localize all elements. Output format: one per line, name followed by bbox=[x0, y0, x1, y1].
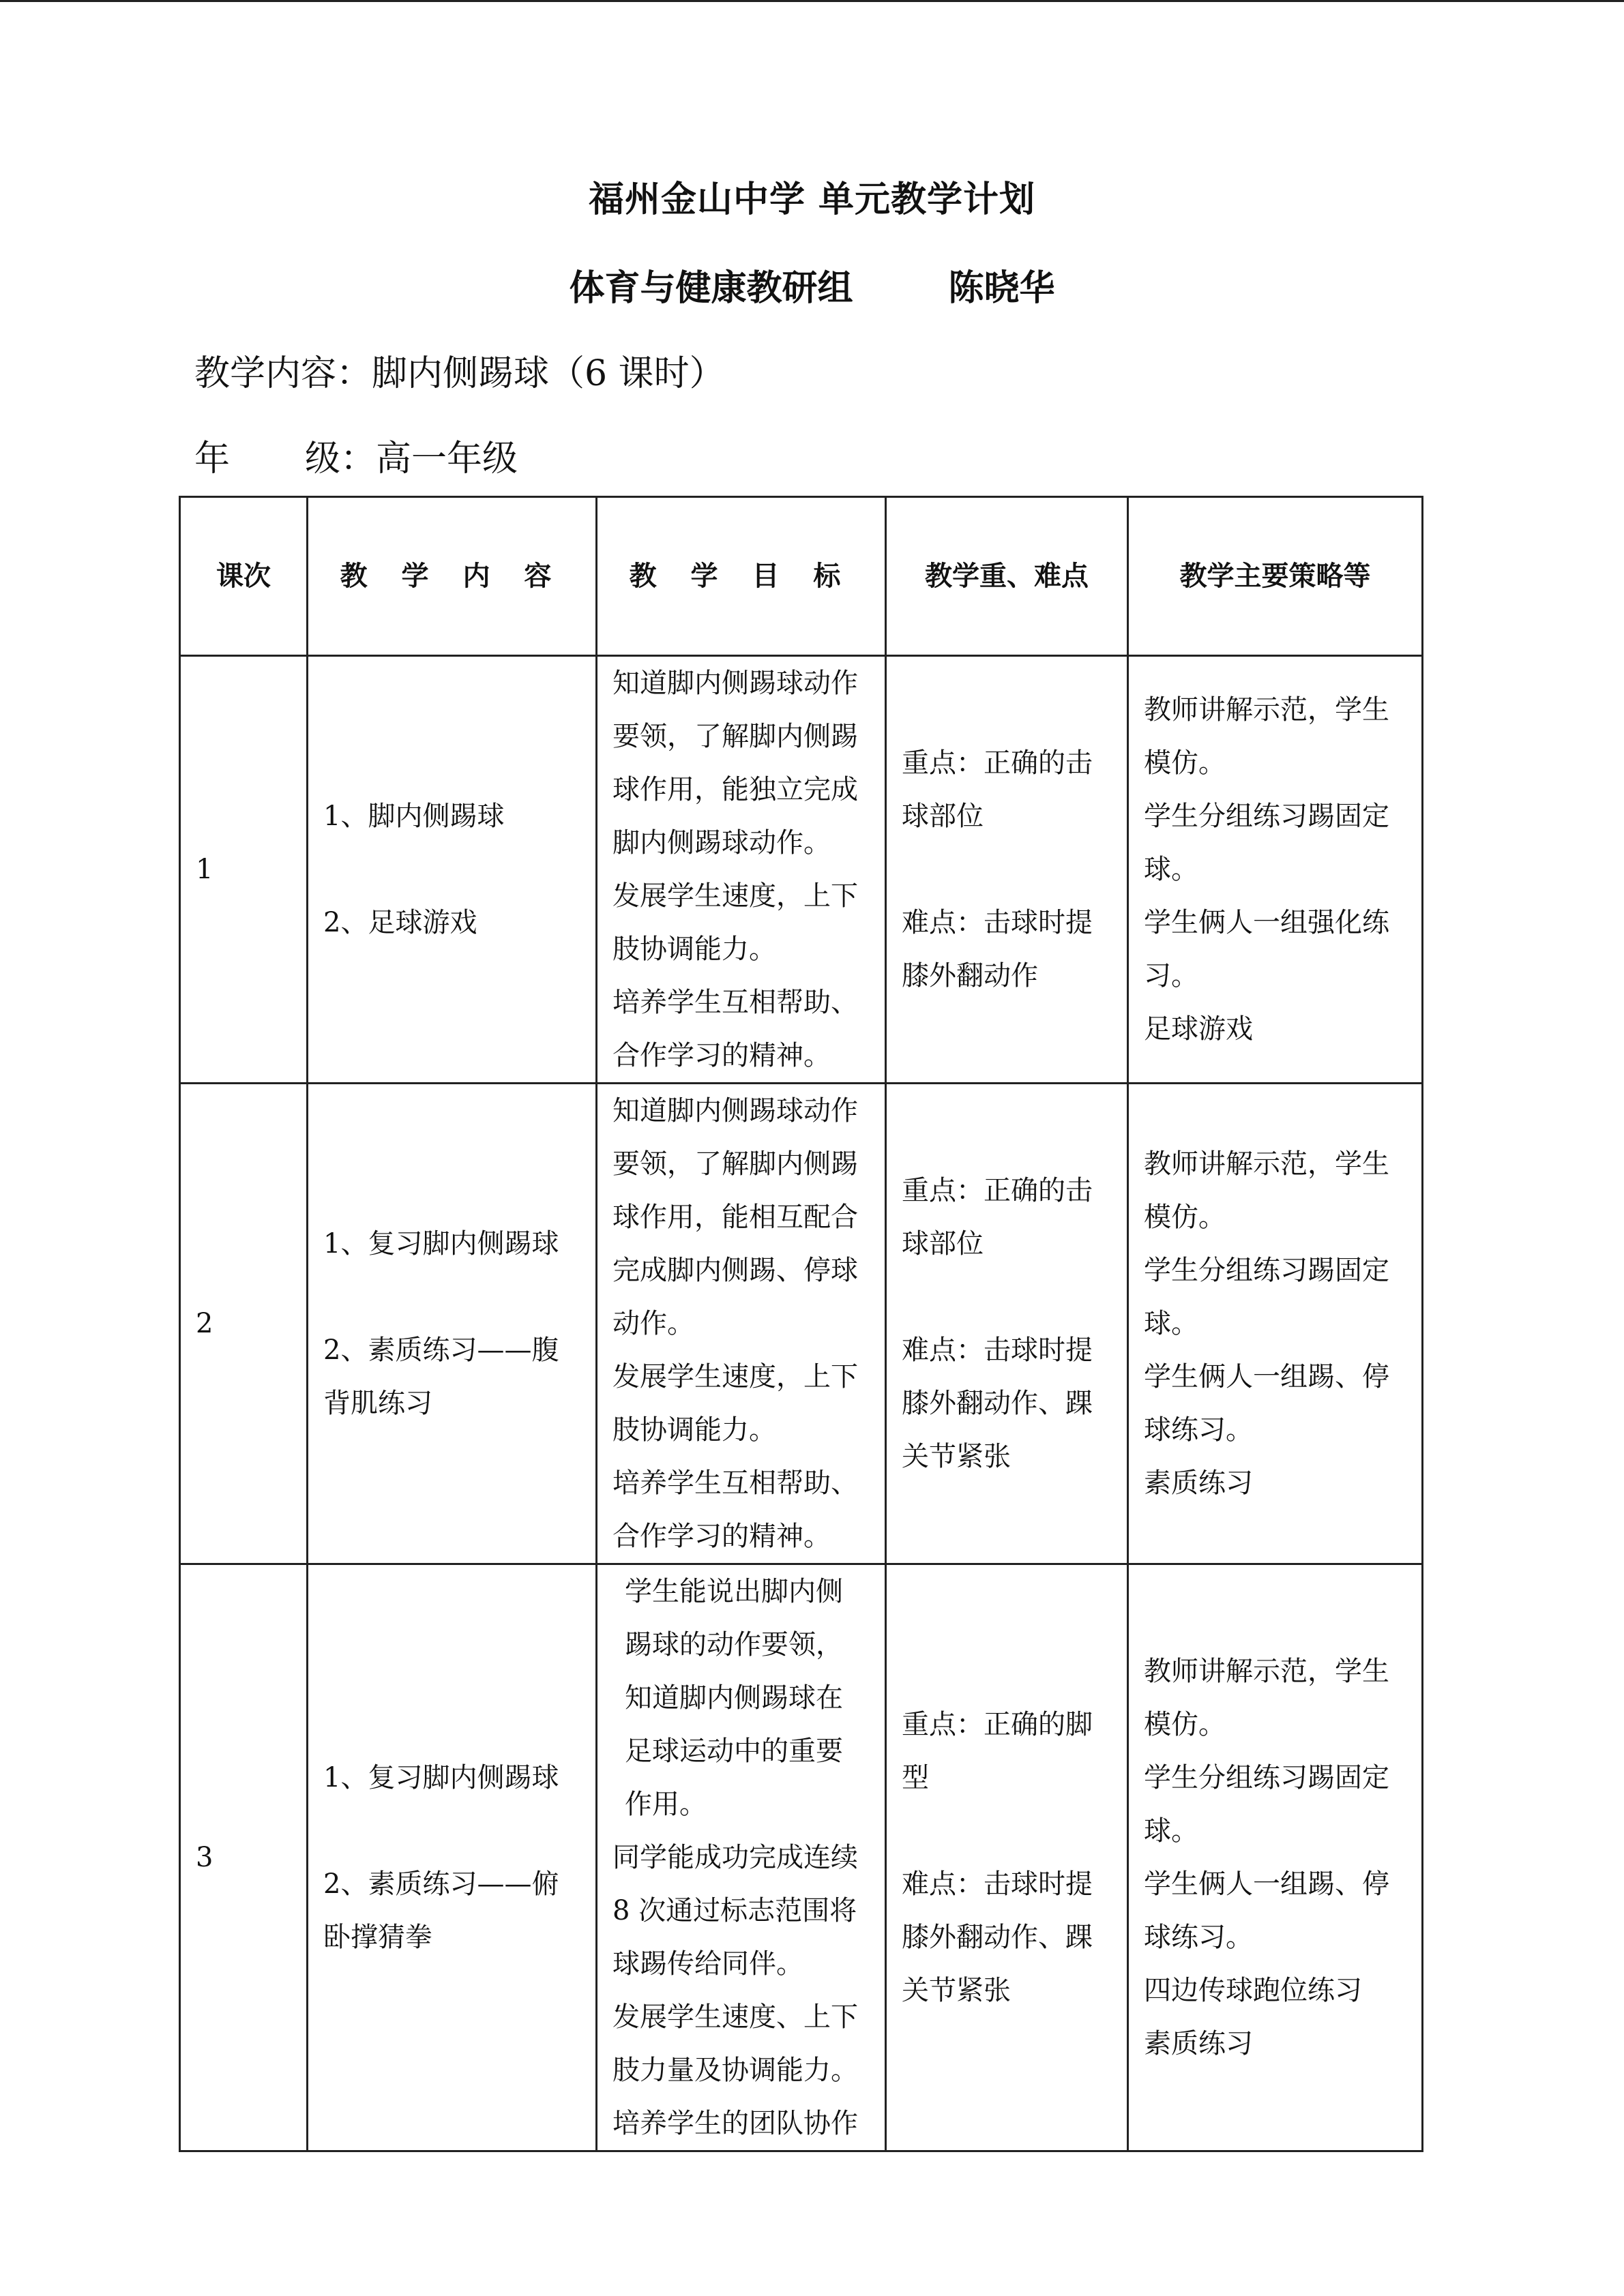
lesson-goals-cell bbox=[597, 1084, 886, 1564]
strategy-item: 学生俩人一组踢、停球练习。 bbox=[1144, 1868, 1389, 1953]
content-item: 2、足球游戏 bbox=[323, 907, 477, 938]
lesson-number: 1 bbox=[180, 656, 308, 1084]
header-key-difficulty: 教学重、难点 bbox=[886, 497, 1128, 656]
strategy-item: 教师讲解示范，学生模仿。 bbox=[1144, 694, 1389, 779]
lesson-content-cell bbox=[308, 1084, 597, 1564]
lesson-goals-cell bbox=[597, 1564, 886, 2151]
content-item: 2、素质练习——腹背肌练习 bbox=[323, 1335, 559, 1419]
grade-value: 高一年级 bbox=[376, 438, 518, 479]
table-row bbox=[180, 1084, 1423, 1564]
goal-item: 知道脚内侧踢球动作要领，了解脚内侧踢球作用，能独立完成脚内侧踢球动作。 bbox=[612, 668, 858, 859]
grade-line bbox=[194, 430, 518, 481]
lesson-goals-cell bbox=[597, 656, 886, 1084]
key-point: 重点：正确的脚型 bbox=[902, 1709, 1093, 1793]
strategy-item: 学生俩人一组强化练习。 bbox=[1144, 907, 1389, 992]
goal-item: 发展学生速度，上下肢协调能力。 bbox=[612, 880, 858, 965]
goal-item: 知道脚内侧踢球动作要领，了解脚内侧踢球作用，能相互配合完成脚内侧踢、停球动作。 bbox=[612, 1095, 858, 1339]
strategy-item: 四边传球跑位练习 bbox=[1144, 1975, 1362, 2006]
strategy-item: 学生分组练习踢固定球。 bbox=[1144, 1762, 1389, 1847]
teaching-content-line bbox=[194, 344, 725, 396]
lesson-key-cell bbox=[886, 1564, 1128, 2151]
lesson-strategy-cell bbox=[1128, 1564, 1423, 2151]
header-strategy: 教学主要策略等 bbox=[1128, 497, 1423, 656]
table-row bbox=[180, 1564, 1423, 2151]
strategy-item: 素质练习 bbox=[1144, 1467, 1253, 1499]
lesson-strategy-cell bbox=[1128, 656, 1423, 1084]
lesson-key-cell bbox=[886, 1084, 1128, 1564]
content-item: 1、复习脚内侧踢球 bbox=[323, 1762, 559, 1793]
content-item: 2、素质练习——俯卧撑猜拳 bbox=[323, 1868, 559, 1953]
goal-item: 学生能说出脚内侧踢球的动作要领，知道脚内侧踢球在足球运动中的重要作用。 bbox=[625, 1576, 843, 1820]
teaching-group: 体育与健康教研组 bbox=[569, 268, 853, 309]
lesson-number: 3 bbox=[180, 1564, 308, 2151]
lesson-number: 2 bbox=[180, 1084, 308, 1564]
table-row bbox=[180, 656, 1423, 1084]
lesson-content-cell bbox=[308, 656, 597, 1084]
document-subtitle bbox=[0, 259, 1624, 310]
goal-item: 同学能成功完成连续8 次通过标志范围将球踢传给同伴。 bbox=[612, 1842, 858, 1980]
difficulty-point: 难点：击球时提膝外翻动作 bbox=[902, 907, 1093, 992]
page-top-border bbox=[0, 0, 1624, 2]
grade-label-a: 年 bbox=[194, 438, 231, 479]
table-header-row bbox=[180, 497, 1423, 656]
lesson-key-cell bbox=[886, 656, 1128, 1084]
strategy-item: 学生分组练习踢固定球。 bbox=[1144, 801, 1389, 885]
lesson-strategy-cell bbox=[1128, 1084, 1423, 1564]
grade-label-b: 级： bbox=[305, 438, 377, 479]
header-lesson: 课次 bbox=[180, 497, 308, 656]
goal-item: 发展学生速度，上下肢协调能力。 bbox=[612, 1361, 858, 1446]
strategy-item: 教师讲解示范，学生模仿。 bbox=[1144, 1148, 1389, 1233]
teacher-name: 陈晓华 bbox=[948, 268, 1055, 309]
content-value: 脚内侧踢球（6 课时） bbox=[372, 353, 725, 394]
header-goals: 教 学 目 标 bbox=[597, 497, 886, 656]
key-point: 重点：正确的击球部位 bbox=[902, 1175, 1093, 1259]
goal-item: 培养学生的团队协作 bbox=[612, 2108, 858, 2139]
strategy-item: 学生分组练习踢固定球。 bbox=[1144, 1255, 1389, 1339]
unit-plan-table bbox=[179, 496, 1423, 2152]
content-item: 1、复习脚内侧踢球 bbox=[323, 1228, 559, 1259]
strategy-item: 素质练习 bbox=[1144, 2028, 1253, 2059]
goal-item: 培养学生互相帮助、合作学习的精神。 bbox=[612, 1467, 858, 1552]
strategy-item: 学生俩人一组踢、停球练习。 bbox=[1144, 1361, 1389, 1446]
content-label: 教学内容： bbox=[194, 353, 372, 394]
lesson-content-cell bbox=[308, 1564, 597, 2151]
difficulty-point: 难点：击球时提膝外翻动作、踝关节紧张 bbox=[902, 1868, 1093, 2006]
goal-item: 发展学生速度、上下肢力量及协调能力。 bbox=[612, 2001, 858, 2086]
difficulty-point: 难点：击球时提膝外翻动作、踝关节紧张 bbox=[902, 1335, 1093, 1472]
header-content: 教 学 内 容 bbox=[308, 497, 597, 656]
key-point: 重点：正确的击球部位 bbox=[902, 747, 1093, 832]
document-title: 福州金山中学 单元教学计划 bbox=[588, 179, 1036, 220]
strategy-item: 足球游戏 bbox=[1144, 1013, 1253, 1045]
content-item: 1、脚内侧踢球 bbox=[323, 801, 505, 832]
goal-item: 培养学生互相帮助、合作学习的精神。 bbox=[612, 987, 858, 1071]
strategy-item: 教师讲解示范，学生模仿。 bbox=[1144, 1656, 1389, 1740]
